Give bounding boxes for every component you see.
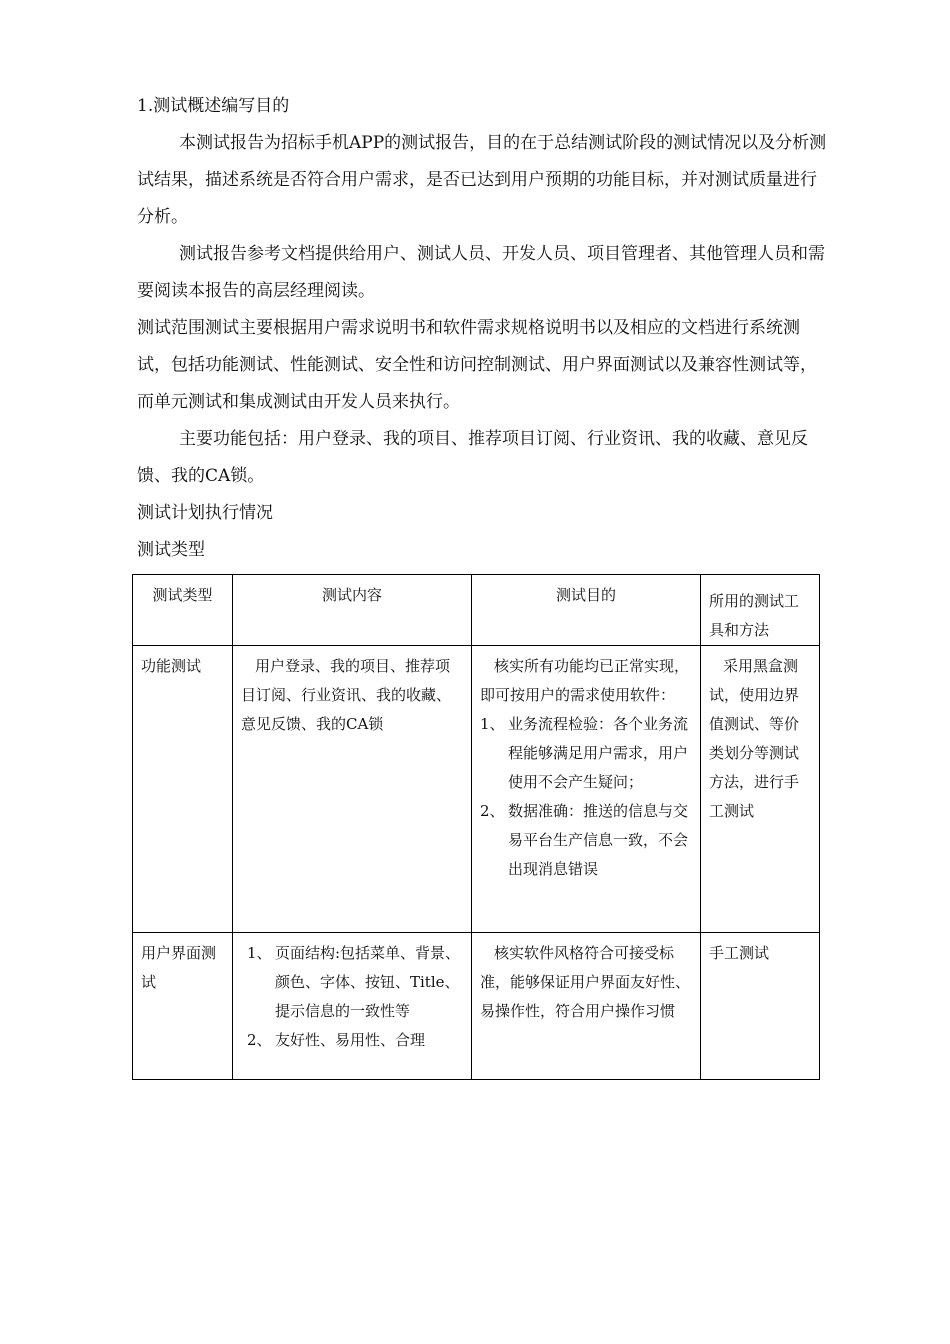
purpose-intro: 核实所有功能均已正常实现，即可按用户的需求使用软件： [480,657,690,704]
list-text: 业务流程检验：各个业务流程能够满足用户需求，用户使用不会产生疑问； [508,715,689,791]
cell-content: 用户登录、我的项目、推荐项目订阅、行业资讯、我的收藏、意见反馈、我的CA锁 [233,646,472,933]
content-list [241,939,463,1055]
cell-type: 用户界面测试 [133,933,233,1080]
list-number: 2、 [480,802,505,820]
test-type-table [132,574,820,1080]
header-cell-purpose: 测试目的 [472,575,701,646]
cell-purpose: 核实软件风格符合可接受标准，能够保证用户界面友好性、易操作性，符合用户操作习惯 [472,933,701,1080]
table-header-row [133,575,820,646]
paragraph-audience: 测试报告参考文档提供给用户、测试人员、开发人员、项目管理者、其他管理人员和需要阅读本报告的高层经理阅读。 [137,244,825,301]
cell-method: 手工测试 [701,933,820,1080]
purpose-list [480,710,692,884]
cell-purpose [472,646,701,933]
section-heading-types: 测试类型 [137,540,205,560]
list-number: 1、 [480,715,505,733]
cell-content [233,933,472,1080]
section-heading: 1.测试概述编写目的 [137,96,290,116]
list-item [247,1026,463,1055]
list-text: 数据准确：推送的信息与交易平台生产信息一致，不会出现消息错误 [508,802,689,878]
list-item [480,710,692,797]
paragraph-purpose: 本测试报告为招标手机APP的测试报告，目的在于总结测试阶段的测试情况以及分析测试结果，描述系统是否符合用户需求，是否已达到用户预期的功能目标，并对测试质量进行分析。 [137,133,827,227]
list-text: 友好性、易用性、合理 [275,1031,426,1049]
table-row [133,646,820,933]
list-item [247,939,463,1026]
header-cell-method: 所用的测试工具和方法 [701,575,820,646]
paragraph-functions: 主要功能包括：用户登录、我的项目、推荐项目订阅、行业资讯、我的收藏、意见反馈、我的CA锁。 [137,429,808,486]
list-item [480,797,692,884]
header-cell-type: 测试类型 [133,575,233,646]
list-number: 1、 [247,944,272,962]
section-heading-plan: 测试计划执行情况 [137,503,273,523]
document-body [137,88,827,569]
table-row [133,933,820,1080]
paragraph-scope: 测试范围测试主要根据用户需求说明书和软件需求规格说明书以及相应的文档进行系统测试，包括功能测试、性能测试、安全性和访问控制测试、用户界面测试以及兼容性测试等，而单元测试和集成测试由开发人员来执行。 [137,318,817,412]
header-cell-content: 测试内容 [233,575,472,646]
cell-method: 采用黑盒测试，使用边界值测试、等价类划分等测试方法，进行手工测试 [701,646,820,933]
cell-type: 功能测试 [133,646,233,933]
list-text: 页面结构:包括菜单、背景、颜色、字体、按钮、Title、提示信息的一致性等 [275,944,461,1020]
list-number: 2、 [247,1031,272,1049]
